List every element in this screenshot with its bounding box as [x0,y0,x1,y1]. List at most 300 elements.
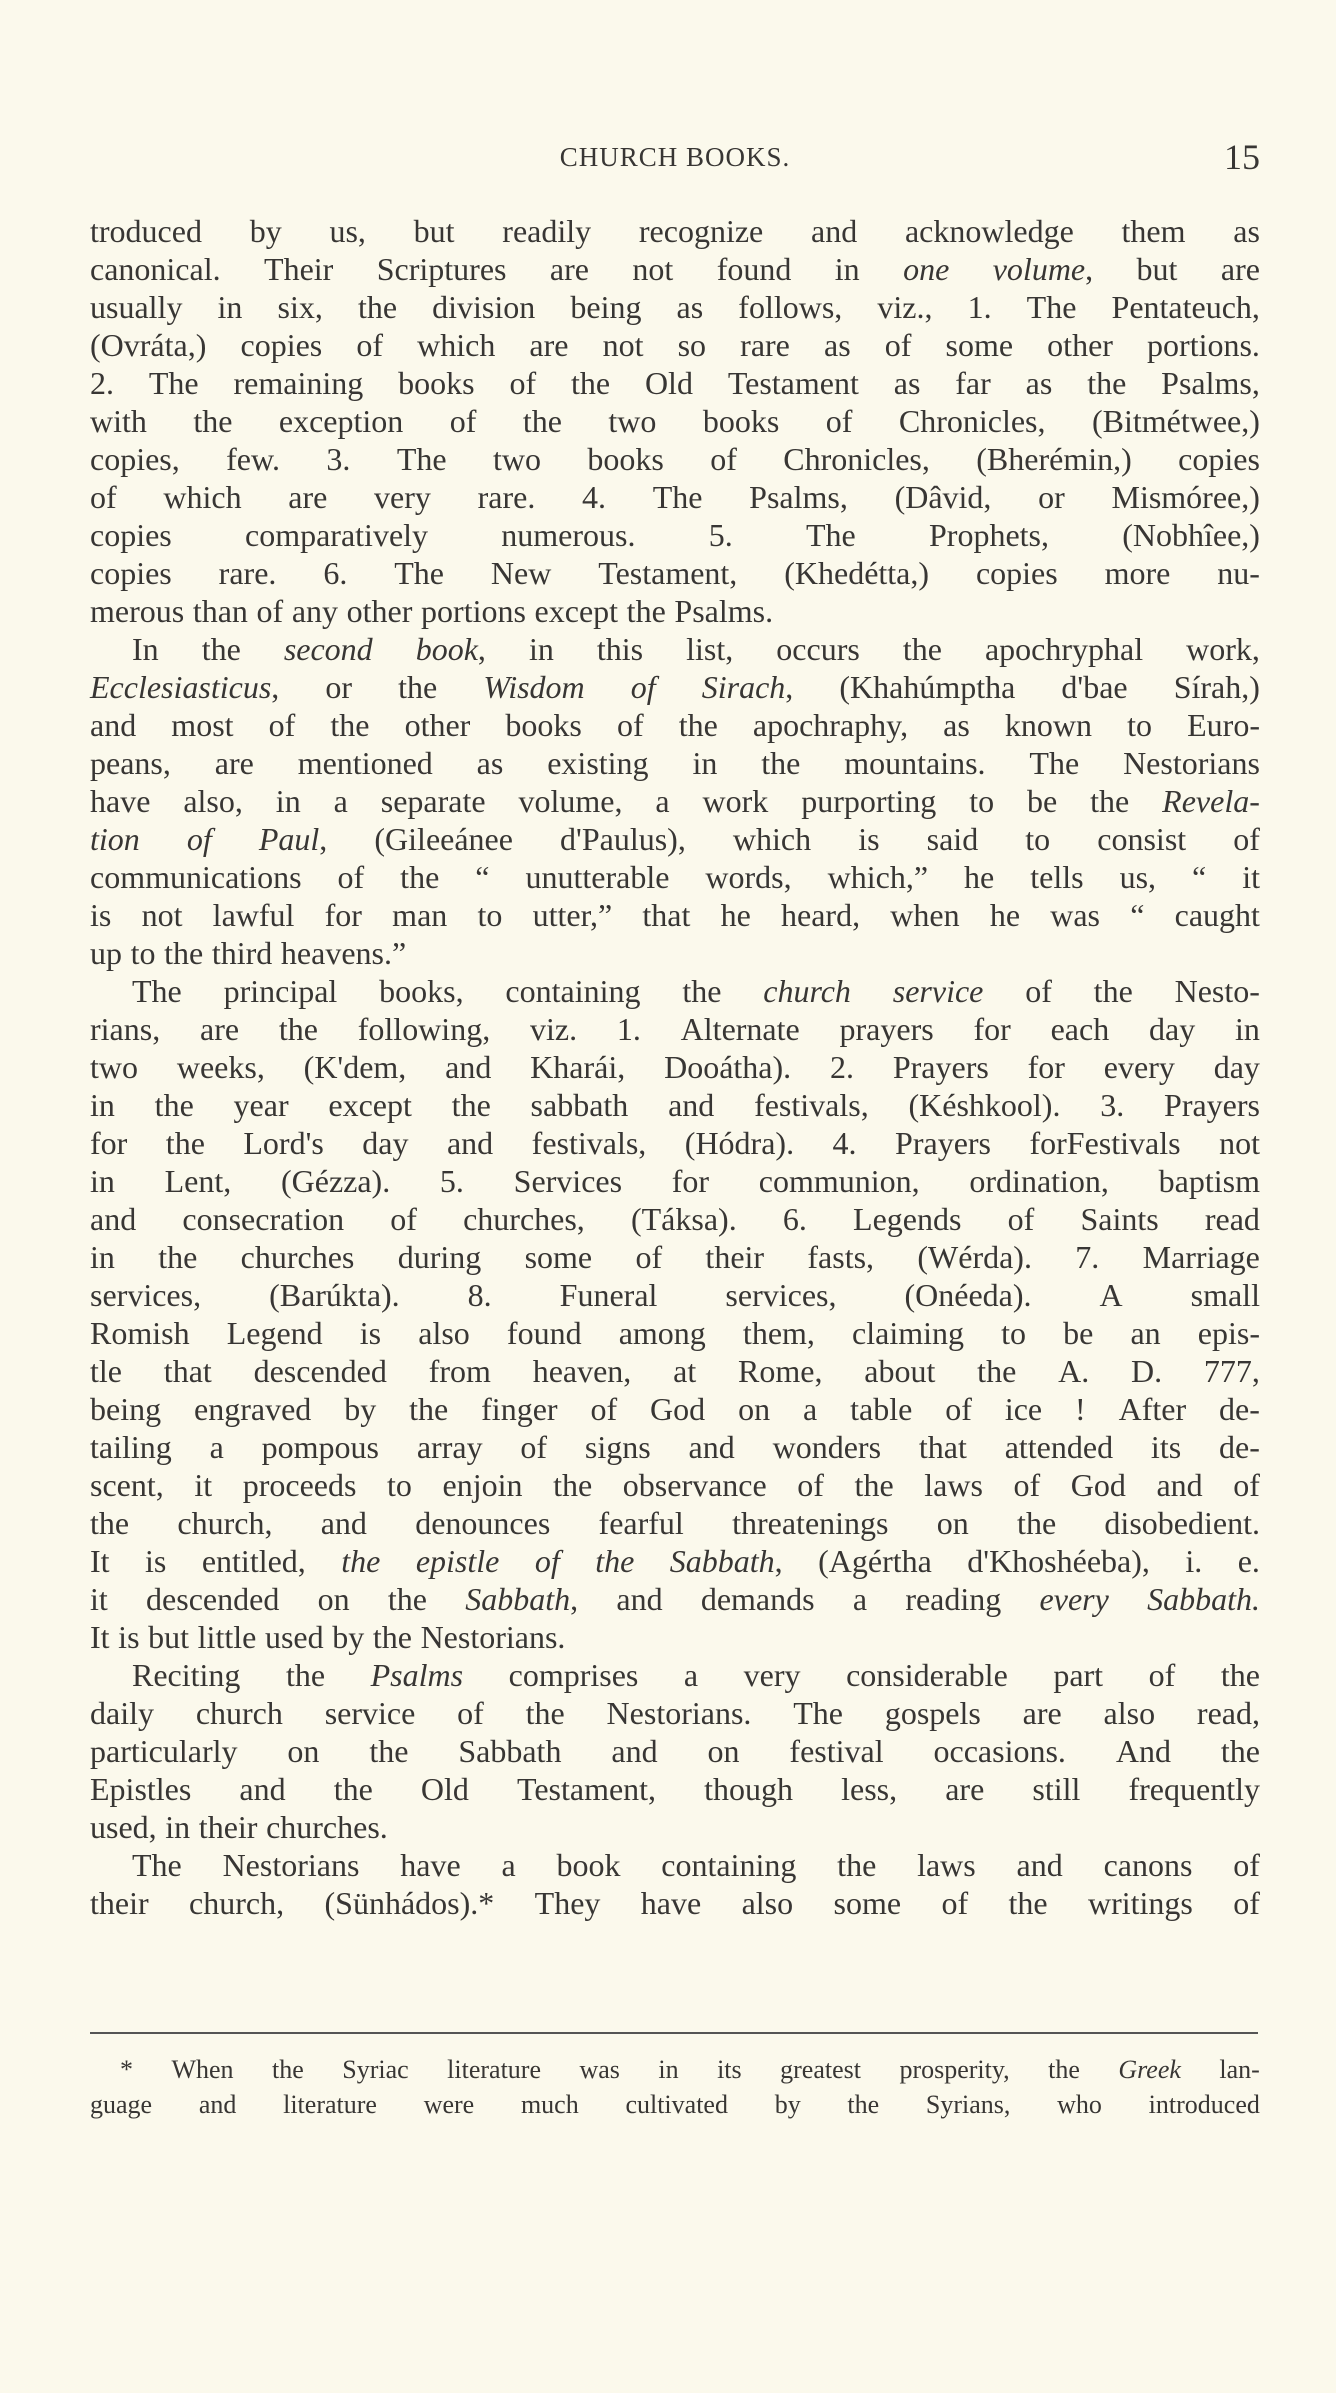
word: at [673,1353,697,1389]
word: portions [421,593,526,629]
word: be [1063,1315,1094,1351]
word: for [973,1011,1011,1047]
word: volume, [518,783,623,819]
word: The [394,555,444,591]
word: 777, [1203,1353,1260,1389]
text-line [90,478,1260,516]
word: Lord's [243,1125,324,1161]
word: viz., [877,289,933,325]
word: Psalms [370,1657,464,1693]
word: most [171,707,234,743]
word: who [1057,2090,1102,2119]
word: (Bherémin,) [976,441,1132,477]
word: are [1022,1695,1062,1731]
word: of [884,327,912,363]
word: read [1204,1201,1260,1237]
word: an [1130,1315,1161,1351]
word: have [400,1847,461,1883]
word: it [194,1467,213,1503]
word: the [165,1125,205,1161]
word: Prayers [892,1049,989,1085]
word: much [520,2090,579,2119]
word: the [1220,1733,1260,1769]
word: to [1001,1315,1027,1351]
text-line [90,896,1260,934]
text-line [90,1542,1260,1580]
word: guage [90,2090,153,2119]
word: copies [90,555,172,591]
word: words, [705,859,792,895]
text-line [90,1238,1260,1276]
word: the [272,2055,304,2084]
word: day [1213,1049,1260,1085]
word: part [1053,1657,1104,1693]
text-line [90,1390,1260,1428]
word: weeks, [176,1049,265,1085]
word: the [357,289,398,325]
word: services, [725,1277,837,1313]
word: the [678,707,718,743]
word: Psalms. [674,593,774,629]
word: 4. [582,479,607,515]
word: epistle [415,1543,500,1579]
word: The [1029,745,1080,781]
word: each [1050,1011,1110,1047]
word: every [1103,1049,1175,1085]
word: small [1190,1277,1260,1313]
word: in [275,783,301,819]
word: by [332,1619,365,1655]
word: some [945,327,1014,363]
word: as [676,289,704,325]
word: in [692,745,718,781]
word: of [1013,1467,1041,1503]
word: proceeds [242,1467,357,1503]
word: tailing [90,1429,172,1465]
word: as [893,365,921,401]
word: the [158,1239,198,1275]
word: the [201,631,241,667]
word: have [640,1885,702,1921]
word: and [198,2090,237,2119]
word: are [1220,251,1260,287]
word: 6. [782,1201,807,1237]
word: daily [90,1695,154,1731]
word: Kharái, [530,1049,626,1085]
word: enjoin [442,1467,523,1503]
text-line [90,516,1260,554]
word: of [509,365,537,401]
text-line [90,402,1260,440]
word: the [682,973,722,1009]
word: the [522,403,562,439]
word: service [892,973,984,1009]
word: the [1220,1657,1260,1693]
word: canonical. [90,251,221,287]
word: 2. [829,1049,854,1085]
word: but [1136,251,1178,287]
running-header [90,138,1260,178]
text-line [90,630,1260,668]
word: the [626,593,666,629]
word: in [1235,1011,1260,1047]
word: of [710,441,737,477]
word: the [409,1391,449,1427]
word: the [837,1847,877,1883]
word: second [283,631,373,667]
word: this [596,631,644,667]
word: 6. [323,555,348,591]
word: is [90,897,112,933]
word: observance [622,1467,767,1503]
word: descended [253,1353,387,1389]
word: for [671,1163,710,1199]
text-line [90,1086,1260,1124]
text-line [90,250,1260,288]
word: literature [283,2090,377,2119]
word: principal [223,973,338,1009]
word: of [534,1543,560,1579]
word: troduced [90,213,202,249]
word: though [704,1771,794,1807]
word: which [417,327,496,363]
word: laws [917,1847,976,1883]
word: the [285,1657,326,1693]
word: of [268,707,296,743]
word: cultivated [625,2090,728,2119]
word: on [707,1733,740,1769]
word: Services [513,1163,623,1199]
word: containing [661,1847,797,1883]
word: of [449,403,477,439]
word: division [432,289,536,325]
word: for [1027,1049,1065,1085]
word: heard, [781,897,861,933]
word: third [211,935,273,971]
word: of [390,1201,417,1237]
word: the [1048,2055,1080,2084]
word: us, [329,213,366,249]
word: Psalms, [749,479,848,515]
word: of [1233,1885,1260,1921]
word: (Táksa). [630,1201,737,1237]
word: God [650,1391,706,1427]
word: The [132,973,182,1009]
word: Scriptures [376,251,507,287]
word: be [1027,783,1058,819]
word: and [90,707,137,743]
word: them, [742,1315,815,1351]
word: Sirach, [701,669,794,705]
word: occurs [776,631,860,667]
word: A [1099,1277,1123,1313]
word: claiming [852,1315,964,1351]
word: books, [379,973,464,1009]
word: 2. [90,365,114,401]
word: from [428,1353,491,1389]
word: few. [226,441,281,477]
word: on [738,1391,771,1427]
word: apochraphy, [752,707,909,743]
word: said [926,821,979,857]
word: heavens.” [280,935,407,971]
word: year [233,1087,289,1123]
text-line [90,1694,1260,1732]
word: church [195,1695,283,1731]
word: also, [183,783,243,819]
word: other [404,707,471,743]
word: also [1103,1695,1156,1731]
word: “ [475,859,490,895]
word: A. [1058,1353,1090,1389]
word: are [529,327,569,363]
word: copies [975,555,1058,591]
word: some [524,1239,593,1275]
word: list, [686,631,734,667]
word: exception [278,403,404,439]
word: (Késhkool). [908,1087,1061,1123]
word: so [677,327,707,363]
word: of [616,707,644,743]
word: it [1242,859,1260,895]
word: The [132,1847,182,1883]
word: baptism [1158,1163,1260,1199]
word: writings [1087,1885,1193,1921]
word: church, [177,1505,273,1541]
text-line [90,1884,1260,1922]
word: than [192,593,248,629]
word: in [90,1087,115,1123]
word: of [1233,1847,1260,1883]
text-line [90,2087,1260,2122]
word: some [833,1885,902,1921]
word: little [197,1619,257,1655]
word: purporting [801,783,937,819]
word: Wisdom [483,669,585,705]
word: to [477,897,503,933]
text-line [90,858,1260,896]
word: The [652,479,703,515]
word: were [423,2090,475,2119]
text-line [90,706,1260,744]
word: ordination, [969,1163,1109,1199]
word: other [1047,327,1113,363]
word: of [945,1391,972,1427]
word: 3. [326,441,351,477]
word: communications [90,859,302,895]
word: that [163,1353,212,1389]
word: Dooátha). [664,1049,792,1085]
word: up [90,935,122,971]
word: d'Paulus), [560,821,686,857]
word: (Sünhádos).* [324,1885,495,1921]
word: (Khahúmptha [839,669,1016,705]
word: Marriage [1142,1239,1260,1275]
word: “ [1130,897,1145,933]
word: books [702,403,780,439]
word: the [164,935,204,971]
word: They [534,1885,601,1921]
word: two [90,1049,138,1085]
word: After [1118,1391,1187,1427]
word: table [850,1391,913,1427]
word: found [506,1315,582,1351]
word: Old [420,1771,469,1807]
word: or [325,669,353,705]
text-line [90,1276,1260,1314]
word: the [902,631,942,667]
word: (Nobhîee,) [1122,517,1260,553]
word: d'Khoshéeba), [967,1543,1150,1579]
word: have [90,783,151,819]
word: less, [841,1771,898,1807]
word: Old [644,365,693,401]
word: except [534,593,619,629]
word: The [805,517,856,553]
word: frequently [1128,1771,1260,1807]
word: lan- [1219,2055,1260,2084]
word: fearful [598,1505,684,1541]
word: for [324,897,362,933]
word: is [359,1315,382,1351]
word: array [416,1429,483,1465]
text-line [90,1504,1260,1542]
page-number: 15 [1224,137,1260,177]
word: copies [1178,441,1260,477]
word: engraved [194,1391,312,1427]
word: by [774,2090,801,2119]
word: as [1233,213,1260,249]
word: apochryphal [984,631,1144,667]
word: used [264,1619,324,1655]
word: and [1016,1847,1063,1883]
word: the [525,1695,565,1731]
word: as [943,707,970,743]
word: in [834,251,860,287]
word: D. [1131,1353,1163,1389]
word: Chronicles, [783,441,930,477]
word: of [356,327,383,363]
text-line [90,820,1260,858]
word: rare. [218,555,277,591]
word: a [683,1657,699,1693]
word: Epistles [90,1771,192,1807]
word: Reciting [132,1657,241,1693]
word: on [936,1505,969,1541]
text-line [90,972,1260,1010]
text-line [90,554,1260,592]
word: 1. [616,1011,641,1047]
word: being [90,1391,162,1427]
word: also [741,1885,794,1921]
word: Greek [1118,2055,1181,2084]
word: descended [146,1581,280,1617]
word: e. [1237,1543,1260,1579]
word: in [90,1163,115,1199]
word: the [387,1581,427,1617]
word: consecration [182,1201,345,1237]
word: its [1150,1429,1182,1465]
word: (Gézza). [280,1163,391,1199]
word: Romish [90,1315,190,1351]
word: 3. [1100,1087,1125,1123]
word: the [278,1011,318,1047]
word: volume, [992,251,1094,287]
word: scent, [90,1467,164,1503]
word: wonders [772,1429,882,1465]
word: and [668,1087,715,1123]
text-line [90,364,1260,402]
word: very [374,479,431,515]
word: d'bae [1061,669,1128,705]
word: in [528,631,554,667]
word: festivals, [531,1125,647,1161]
word: Nestorians. [420,1619,566,1655]
text-line [90,2052,1260,2087]
running-title: CHURCH BOOKS. [559,142,791,172]
word: laws [924,1467,983,1503]
word: of [186,821,212,857]
text-line [90,1466,1260,1504]
text-line [90,1048,1260,1086]
word: the [193,403,233,439]
word: still [1032,1771,1081,1807]
word: introduced [1148,2090,1260,2119]
word: consist [1097,821,1187,857]
word: a [655,783,670,819]
word: service [324,1695,416,1731]
word: in [90,1239,115,1275]
word: for [90,1125,128,1161]
word: the [330,707,370,743]
word: churches. [266,1809,388,1845]
word: (Onéeda). [904,1277,1032,1313]
word: prosperity, [899,2055,1010,2084]
word: the [341,1543,381,1579]
word: it [90,1581,108,1617]
text-line [90,1010,1260,1048]
word: canons [1103,1847,1193,1883]
text-line [90,212,1260,250]
word: New [490,555,552,591]
word: Paul, [258,821,328,857]
word: Sabbath, [465,1581,579,1617]
word: the [847,2090,880,2119]
text-line [90,288,1260,326]
word: work [702,783,769,819]
word: heaven, [532,1353,632,1389]
word: caught [1174,897,1260,933]
word: of [797,1467,824,1503]
word: (Dâvid, [894,479,992,515]
word: church [763,973,851,1009]
word: * [120,2055,133,2084]
word: Nesto- [1174,973,1260,1009]
word: the [451,1087,491,1123]
word: Nestorians [222,1847,360,1883]
word: forFestivals [1029,1125,1181,1161]
word: particularly [90,1733,238,1769]
word: and [239,1771,286,1807]
word: are [288,479,328,515]
word: their [198,1809,258,1845]
footnote [90,2052,1260,2122]
word: work, [1186,631,1260,667]
word: of [630,669,656,705]
word: of [337,859,365,895]
word: that [918,1429,967,1465]
word: portions. [1147,327,1260,363]
